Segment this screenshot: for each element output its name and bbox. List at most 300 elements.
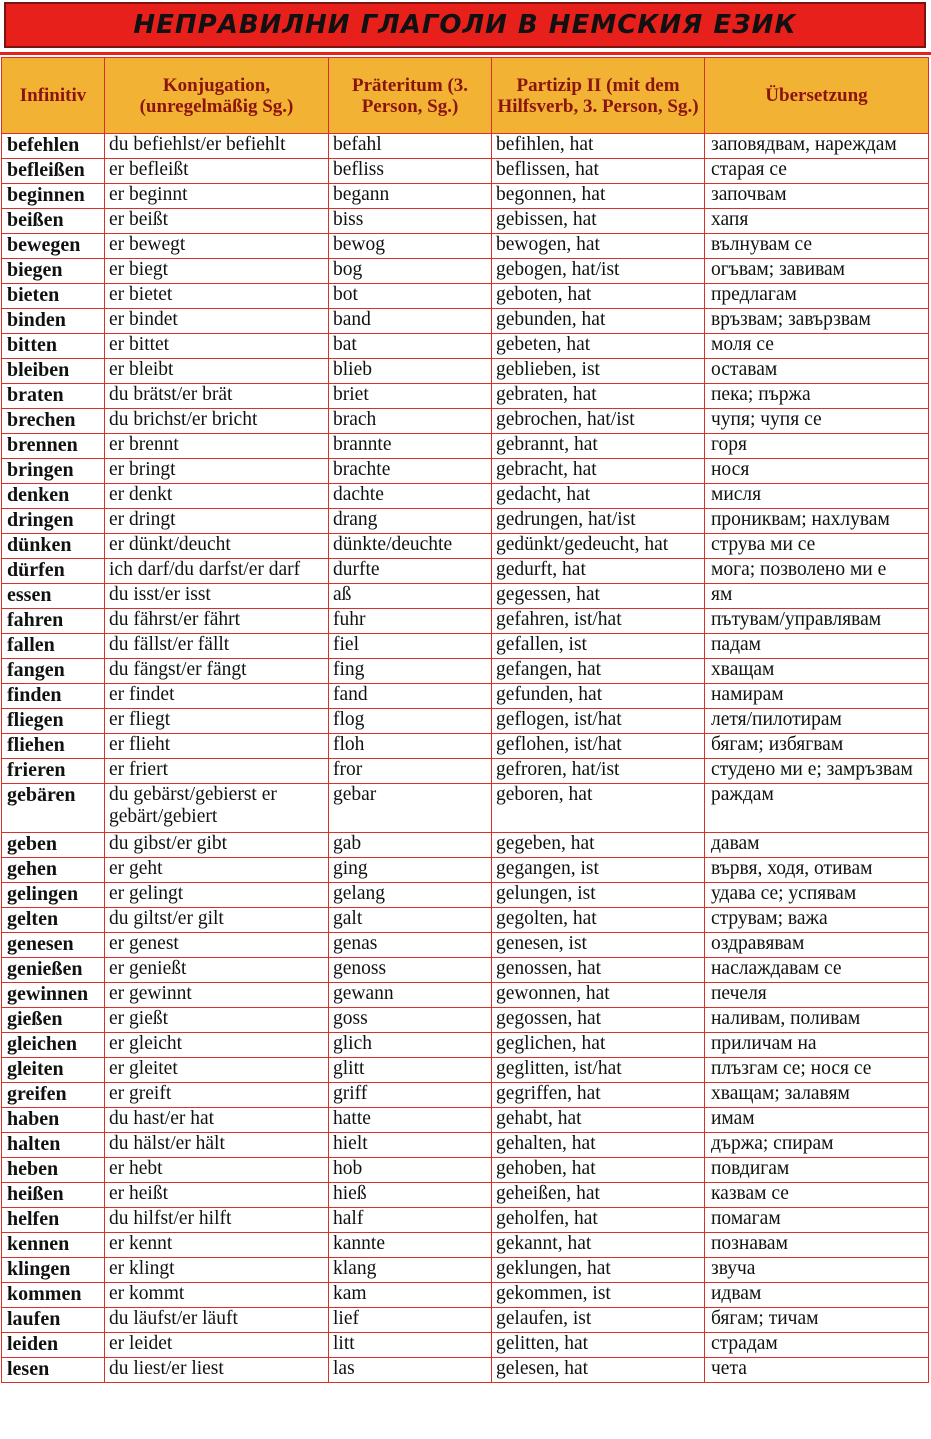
infinitiv-cell: geben xyxy=(2,833,105,858)
table-row xyxy=(2,284,929,309)
table-row xyxy=(2,858,929,883)
uebersetzung-cell: звуча xyxy=(705,1258,929,1283)
infinitiv-cell: gelten xyxy=(2,908,105,933)
partizip-cell: genesen, ist xyxy=(492,933,705,958)
table-row xyxy=(2,309,929,334)
table-row xyxy=(2,584,929,609)
table-row xyxy=(2,1008,929,1033)
table-row xyxy=(2,434,929,459)
partizip-cell: gegeben, hat xyxy=(492,833,705,858)
uebersetzung-cell: давам xyxy=(705,833,929,858)
praeteritum-cell: blieb xyxy=(329,359,492,384)
uebersetzung-cell: нося xyxy=(705,459,929,484)
title-banner xyxy=(4,2,926,48)
table-row xyxy=(2,334,929,359)
uebersetzung-cell: печеля xyxy=(705,983,929,1008)
partizip-cell: beflissen, hat xyxy=(492,159,705,184)
konjugation-cell: du giltst/er gilt xyxy=(105,908,329,933)
uebersetzung-cell: летя/пилотирам xyxy=(705,709,929,734)
table-row xyxy=(2,409,929,434)
uebersetzung-cell: наливам, поливам xyxy=(705,1008,929,1033)
konjugation-cell: du fängst/er fängt xyxy=(105,659,329,684)
konjugation-cell: er geht xyxy=(105,858,329,883)
uebersetzung-cell: казвам се xyxy=(705,1183,929,1208)
table-row xyxy=(2,1208,929,1233)
partizip-cell: gegangen, ist xyxy=(492,858,705,883)
uebersetzung-cell: държа; спирам xyxy=(705,1133,929,1158)
table-row xyxy=(2,1258,929,1283)
partizip-cell: gebunden, hat xyxy=(492,309,705,334)
konjugation-cell: du brätst/er brät xyxy=(105,384,329,409)
partizip-cell: gelesen, hat xyxy=(492,1358,705,1383)
uebersetzung-cell: прониквам; нахлувам xyxy=(705,509,929,534)
praeteritum-cell: kam xyxy=(329,1283,492,1308)
praeteritum-cell: brannte xyxy=(329,434,492,459)
partizip-cell: gegriffen, hat xyxy=(492,1083,705,1108)
konjugation-cell: er kommt xyxy=(105,1283,329,1308)
praeteritum-cell: fing xyxy=(329,659,492,684)
uebersetzung-cell: пътувам/управлявам xyxy=(705,609,929,634)
table-row xyxy=(2,833,929,858)
uebersetzung-cell: удава се; успявам xyxy=(705,883,929,908)
partizip-cell: geflohen, ist/hat xyxy=(492,734,705,759)
konjugation-cell: du läufst/er läuft xyxy=(105,1308,329,1333)
konjugation-cell: du fährst/er fährt xyxy=(105,609,329,634)
praeteritum-cell: fuhr xyxy=(329,609,492,634)
uebersetzung-cell: оздравявам xyxy=(705,933,929,958)
praeteritum-cell: griff xyxy=(329,1083,492,1108)
table-row xyxy=(2,709,929,734)
table-row xyxy=(2,209,929,234)
konjugation-cell: du hast/er hat xyxy=(105,1108,329,1133)
praeteritum-cell: goss xyxy=(329,1008,492,1033)
praeteritum-cell: glich xyxy=(329,1033,492,1058)
uebersetzung-cell: помагам xyxy=(705,1208,929,1233)
uebersetzung-cell: мога; позволено ми е xyxy=(705,559,929,584)
uebersetzung-cell: вървя, ходя, отивам xyxy=(705,858,929,883)
infinitiv-cell: essen xyxy=(2,584,105,609)
partizip-cell: gefahren, ist/hat xyxy=(492,609,705,634)
infinitiv-cell: dünken xyxy=(2,534,105,559)
header-praeteritum: Präteritum (3. Person, Sg.) xyxy=(329,58,492,134)
praeteritum-cell: genas xyxy=(329,933,492,958)
partizip-cell: gefangen, hat xyxy=(492,659,705,684)
uebersetzung-cell: страдам xyxy=(705,1333,929,1358)
praeteritum-cell: befliss xyxy=(329,159,492,184)
irregular-verbs-table xyxy=(1,57,929,1383)
table-row xyxy=(2,1233,929,1258)
partizip-cell: gebracht, hat xyxy=(492,459,705,484)
praeteritum-cell: fror xyxy=(329,759,492,784)
partizip-cell: gebrochen, hat/ist xyxy=(492,409,705,434)
infinitiv-cell: fliehen xyxy=(2,734,105,759)
partizip-cell: gedurft, hat xyxy=(492,559,705,584)
praeteritum-cell: floh xyxy=(329,734,492,759)
infinitiv-cell: helfen xyxy=(2,1208,105,1233)
uebersetzung-cell: наслаждавам се xyxy=(705,958,929,983)
infinitiv-cell: bewegen xyxy=(2,234,105,259)
infinitiv-cell: denken xyxy=(2,484,105,509)
uebersetzung-cell: моля се xyxy=(705,334,929,359)
uebersetzung-cell: бягам; тичам xyxy=(705,1308,929,1333)
infinitiv-cell: kommen xyxy=(2,1283,105,1308)
praeteritum-cell: klang xyxy=(329,1258,492,1283)
praeteritum-cell: bewog xyxy=(329,234,492,259)
partizip-cell: gelungen, ist xyxy=(492,883,705,908)
praeteritum-cell: las xyxy=(329,1358,492,1383)
partizip-cell: gelaufen, ist xyxy=(492,1308,705,1333)
uebersetzung-cell: чупя; чупя се xyxy=(705,409,929,434)
praeteritum-cell: dünkte/deuchte xyxy=(329,534,492,559)
infinitiv-cell: gewinnen xyxy=(2,983,105,1008)
infinitiv-cell: bieten xyxy=(2,284,105,309)
uebersetzung-cell: намирам xyxy=(705,684,929,709)
konjugation-cell: er gleitet xyxy=(105,1058,329,1083)
partizip-cell: geblieben, ist xyxy=(492,359,705,384)
konjugation-cell: er gewinnt xyxy=(105,983,329,1008)
uebersetzung-cell: раждам xyxy=(705,784,929,833)
konjugation-cell: er gelingt xyxy=(105,883,329,908)
table-body xyxy=(2,134,929,1383)
infinitiv-cell: lesen xyxy=(2,1358,105,1383)
infinitiv-cell: gebären xyxy=(2,784,105,833)
uebersetzung-cell: повдигам xyxy=(705,1158,929,1183)
uebersetzung-cell: горя xyxy=(705,434,929,459)
praeteritum-cell: lief xyxy=(329,1308,492,1333)
infinitiv-cell: beißen xyxy=(2,209,105,234)
table-row xyxy=(2,908,929,933)
konjugation-cell: du brichst/er bricht xyxy=(105,409,329,434)
konjugation-cell: er bietet xyxy=(105,284,329,309)
table-row xyxy=(2,1058,929,1083)
infinitiv-cell: greifen xyxy=(2,1083,105,1108)
table-row xyxy=(2,958,929,983)
infinitiv-cell: genesen xyxy=(2,933,105,958)
partizip-cell: gebeten, hat xyxy=(492,334,705,359)
partizip-cell: befihlen, hat xyxy=(492,134,705,159)
partizip-cell: gedrungen, hat/ist xyxy=(492,509,705,534)
table-row xyxy=(2,1133,929,1158)
table-row xyxy=(2,1158,929,1183)
praeteritum-cell: glitt xyxy=(329,1058,492,1083)
table-row xyxy=(2,259,929,284)
praeteritum-cell: hatte xyxy=(329,1108,492,1133)
praeteritum-cell: brach xyxy=(329,409,492,434)
konjugation-cell: er gießt xyxy=(105,1008,329,1033)
infinitiv-cell: befleißen xyxy=(2,159,105,184)
uebersetzung-cell: огъвам; завивам xyxy=(705,259,929,284)
infinitiv-cell: klingen xyxy=(2,1258,105,1283)
konjugation-cell: er bewegt xyxy=(105,234,329,259)
infinitiv-cell: brechen xyxy=(2,409,105,434)
praeteritum-cell: bat xyxy=(329,334,492,359)
table-row xyxy=(2,459,929,484)
uebersetzung-cell: плъзгам се; нося се xyxy=(705,1058,929,1083)
infinitiv-cell: laufen xyxy=(2,1308,105,1333)
konjugation-cell: er kennt xyxy=(105,1233,329,1258)
infinitiv-cell: halten xyxy=(2,1133,105,1158)
partizip-cell: geflogen, ist/hat xyxy=(492,709,705,734)
partizip-cell: geklungen, hat xyxy=(492,1258,705,1283)
infinitiv-cell: gehen xyxy=(2,858,105,883)
konjugation-cell: er dringt xyxy=(105,509,329,534)
infinitiv-cell: binden xyxy=(2,309,105,334)
konjugation-cell: er klingt xyxy=(105,1258,329,1283)
uebersetzung-cell: хапя xyxy=(705,209,929,234)
infinitiv-cell: brennen xyxy=(2,434,105,459)
partizip-cell: gefallen, ist xyxy=(492,634,705,659)
praeteritum-cell: aß xyxy=(329,584,492,609)
uebersetzung-cell: приличам на xyxy=(705,1033,929,1058)
table-header-row xyxy=(2,58,929,134)
partizip-cell: gehoben, hat xyxy=(492,1158,705,1183)
infinitiv-cell: dürfen xyxy=(2,559,105,584)
infinitiv-cell: gelingen xyxy=(2,883,105,908)
praeteritum-cell: litt xyxy=(329,1333,492,1358)
infinitiv-cell: leiden xyxy=(2,1333,105,1358)
konjugation-cell: er flieht xyxy=(105,734,329,759)
uebersetzung-cell: заповядвам, нареждам xyxy=(705,134,929,159)
uebersetzung-cell: мисля xyxy=(705,484,929,509)
table-row xyxy=(2,684,929,709)
table-row xyxy=(2,1333,929,1358)
table-row xyxy=(2,1083,929,1108)
konjugation-cell: er genest xyxy=(105,933,329,958)
praeteritum-cell: hieß xyxy=(329,1183,492,1208)
konjugation-cell: er brennt xyxy=(105,434,329,459)
praeteritum-cell: fand xyxy=(329,684,492,709)
konjugation-cell: du hälst/er hält xyxy=(105,1133,329,1158)
uebersetzung-cell: бягам; избягвам xyxy=(705,734,929,759)
praeteritum-cell: galt xyxy=(329,908,492,933)
konjugation-cell: er dünkt/deucht xyxy=(105,534,329,559)
konjugation-cell: du fällst/er fällt xyxy=(105,634,329,659)
infinitiv-cell: fahren xyxy=(2,609,105,634)
infinitiv-cell: braten xyxy=(2,384,105,409)
praeteritum-cell: fiel xyxy=(329,634,492,659)
partizip-cell: bewogen, hat xyxy=(492,234,705,259)
table-row xyxy=(2,784,929,833)
infinitiv-cell: heißen xyxy=(2,1183,105,1208)
uebersetzung-cell: ям xyxy=(705,584,929,609)
partizip-cell: gekommen, ist xyxy=(492,1283,705,1308)
table-row xyxy=(2,634,929,659)
uebersetzung-cell: струвам; важа xyxy=(705,908,929,933)
uebersetzung-cell: студено ми е; замръзвам xyxy=(705,759,929,784)
partizip-cell: genossen, hat xyxy=(492,958,705,983)
table-row xyxy=(2,1033,929,1058)
praeteritum-cell: dachte xyxy=(329,484,492,509)
partizip-cell: gekannt, hat xyxy=(492,1233,705,1258)
table-row xyxy=(2,609,929,634)
konjugation-cell: er leidet xyxy=(105,1333,329,1358)
konjugation-cell: er befleißt xyxy=(105,159,329,184)
partizip-cell: geholfen, hat xyxy=(492,1208,705,1233)
header-konjugation: Konjugation, (unregelmäßig Sg.) xyxy=(105,58,329,134)
praeteritum-cell: bot xyxy=(329,284,492,309)
praeteritum-cell: biss xyxy=(329,209,492,234)
infinitiv-cell: haben xyxy=(2,1108,105,1133)
table-row xyxy=(2,659,929,684)
table-row xyxy=(2,1308,929,1333)
page-title: НЕПРАВИЛНИ ГЛАГОЛИ В НЕМСКИЯ ЕЗИК xyxy=(133,10,797,40)
konjugation-cell: er hebt xyxy=(105,1158,329,1183)
konjugation-cell: er heißt xyxy=(105,1183,329,1208)
praeteritum-cell: gebar xyxy=(329,784,492,833)
partizip-cell: geglichen, hat xyxy=(492,1033,705,1058)
table-row xyxy=(2,484,929,509)
konjugation-cell: er bindet xyxy=(105,309,329,334)
table-row xyxy=(2,234,929,259)
praeteritum-cell: gab xyxy=(329,833,492,858)
header-partizip: Partizip II (mit dem Hilfsverb, 3. Person, Sg.) xyxy=(492,58,705,134)
partizip-cell: gegessen, hat xyxy=(492,584,705,609)
partizip-cell: gegossen, hat xyxy=(492,1008,705,1033)
partizip-cell: gehalten, hat xyxy=(492,1133,705,1158)
partizip-cell: gebogen, hat/ist xyxy=(492,259,705,284)
partizip-cell: gedünkt/gedeucht, hat xyxy=(492,534,705,559)
infinitiv-cell: genießen xyxy=(2,958,105,983)
konjugation-cell: du befiehlst/er befiehlt xyxy=(105,134,329,159)
uebersetzung-cell: хващам; залавям xyxy=(705,1083,929,1108)
praeteritum-cell: gelang xyxy=(329,883,492,908)
praeteritum-cell: genoss xyxy=(329,958,492,983)
uebersetzung-cell: оставам xyxy=(705,359,929,384)
infinitiv-cell: bleiben xyxy=(2,359,105,384)
uebersetzung-cell: пека; пържа xyxy=(705,384,929,409)
praeteritum-cell: band xyxy=(329,309,492,334)
header-infinitiv: Infinitiv xyxy=(2,58,105,134)
konjugation-cell: er gleicht xyxy=(105,1033,329,1058)
praeteritum-cell: ging xyxy=(329,858,492,883)
infinitiv-cell: bitten xyxy=(2,334,105,359)
infinitiv-cell: biegen xyxy=(2,259,105,284)
konjugation-cell: er bleibt xyxy=(105,359,329,384)
konjugation-cell: ich darf/du darfst/er darf xyxy=(105,559,329,584)
table-row xyxy=(2,359,929,384)
uebersetzung-cell: връзвам; завързвам xyxy=(705,309,929,334)
praeteritum-cell: half xyxy=(329,1208,492,1233)
partizip-cell: gebraten, hat xyxy=(492,384,705,409)
konjugation-cell: du isst/er isst xyxy=(105,584,329,609)
uebersetzung-cell: хващам xyxy=(705,659,929,684)
partizip-cell: gehabt, hat xyxy=(492,1108,705,1133)
table-row xyxy=(2,933,929,958)
partizip-cell: geglitten, ist/hat xyxy=(492,1058,705,1083)
infinitiv-cell: finden xyxy=(2,684,105,709)
table-row xyxy=(2,384,929,409)
uebersetzung-cell: имам xyxy=(705,1108,929,1133)
infinitiv-cell: beginnen xyxy=(2,184,105,209)
infinitiv-cell: dringen xyxy=(2,509,105,534)
partizip-cell: geheißen, hat xyxy=(492,1183,705,1208)
infinitiv-cell: fliegen xyxy=(2,709,105,734)
table-row xyxy=(2,759,929,784)
uebersetzung-cell: започвам xyxy=(705,184,929,209)
konjugation-cell: er denkt xyxy=(105,484,329,509)
uebersetzung-cell: чета xyxy=(705,1358,929,1383)
infinitiv-cell: kennen xyxy=(2,1233,105,1258)
table-row xyxy=(2,734,929,759)
partizip-cell: geboten, hat xyxy=(492,284,705,309)
table-row xyxy=(2,1183,929,1208)
konjugation-cell: er beginnt xyxy=(105,184,329,209)
konjugation-cell: er greift xyxy=(105,1083,329,1108)
konjugation-cell: er friert xyxy=(105,759,329,784)
table-row xyxy=(2,159,929,184)
table-row xyxy=(2,1283,929,1308)
praeteritum-cell: drang xyxy=(329,509,492,534)
uebersetzung-cell: вълнувам се xyxy=(705,234,929,259)
partizip-cell: begonnen, hat xyxy=(492,184,705,209)
table-row xyxy=(2,134,929,159)
konjugation-cell: du gebärst/gebierst er gebärt/gebiert xyxy=(105,784,329,833)
praeteritum-cell: flog xyxy=(329,709,492,734)
table-row xyxy=(2,559,929,584)
infinitiv-cell: gleichen xyxy=(2,1033,105,1058)
konjugation-cell: er bringt xyxy=(105,459,329,484)
partizip-cell: gewonnen, hat xyxy=(492,983,705,1008)
praeteritum-cell: kannte xyxy=(329,1233,492,1258)
table-row xyxy=(2,883,929,908)
infinitiv-cell: gleiten xyxy=(2,1058,105,1083)
table-row xyxy=(2,983,929,1008)
partizip-cell: gelitten, hat xyxy=(492,1333,705,1358)
praeteritum-cell: befahl xyxy=(329,134,492,159)
praeteritum-cell: begann xyxy=(329,184,492,209)
infinitiv-cell: befehlen xyxy=(2,134,105,159)
uebersetzung-cell: струва ми се xyxy=(705,534,929,559)
konjugation-cell: du gibst/er gibt xyxy=(105,833,329,858)
praeteritum-cell: bog xyxy=(329,259,492,284)
table-row xyxy=(2,509,929,534)
praeteritum-cell: hielt xyxy=(329,1133,492,1158)
uebersetzung-cell: идвам xyxy=(705,1283,929,1308)
praeteritum-cell: hob xyxy=(329,1158,492,1183)
konjugation-cell: er beißt xyxy=(105,209,329,234)
konjugation-cell: er genießt xyxy=(105,958,329,983)
uebersetzung-cell: познавам xyxy=(705,1233,929,1258)
table-row xyxy=(2,184,929,209)
uebersetzung-cell: падам xyxy=(705,634,929,659)
konjugation-cell: du hilfst/er hilft xyxy=(105,1208,329,1233)
infinitiv-cell: bringen xyxy=(2,459,105,484)
praeteritum-cell: briet xyxy=(329,384,492,409)
partizip-cell: gefunden, hat xyxy=(492,684,705,709)
praeteritum-cell: gewann xyxy=(329,983,492,1008)
infinitiv-cell: frieren xyxy=(2,759,105,784)
praeteritum-cell: durfte xyxy=(329,559,492,584)
partizip-cell: gefroren, hat/ist xyxy=(492,759,705,784)
konjugation-cell: er biegt xyxy=(105,259,329,284)
partizip-cell: gebissen, hat xyxy=(492,209,705,234)
header-uebersetzung: Übersetzung xyxy=(705,58,929,134)
konjugation-cell: er bittet xyxy=(105,334,329,359)
praeteritum-cell: brachte xyxy=(329,459,492,484)
uebersetzung-cell: старая се xyxy=(705,159,929,184)
table-row xyxy=(2,1358,929,1383)
uebersetzung-cell: предлагам xyxy=(705,284,929,309)
konjugation-cell: er fliegt xyxy=(105,709,329,734)
partizip-cell: gebrannt, hat xyxy=(492,434,705,459)
konjugation-cell: er findet xyxy=(105,684,329,709)
partizip-cell: gedacht, hat xyxy=(492,484,705,509)
table-row xyxy=(2,1108,929,1133)
infinitiv-cell: heben xyxy=(2,1158,105,1183)
partizip-cell: geboren, hat xyxy=(492,784,705,833)
konjugation-cell: du liest/er liest xyxy=(105,1358,329,1383)
infinitiv-cell: fallen xyxy=(2,634,105,659)
